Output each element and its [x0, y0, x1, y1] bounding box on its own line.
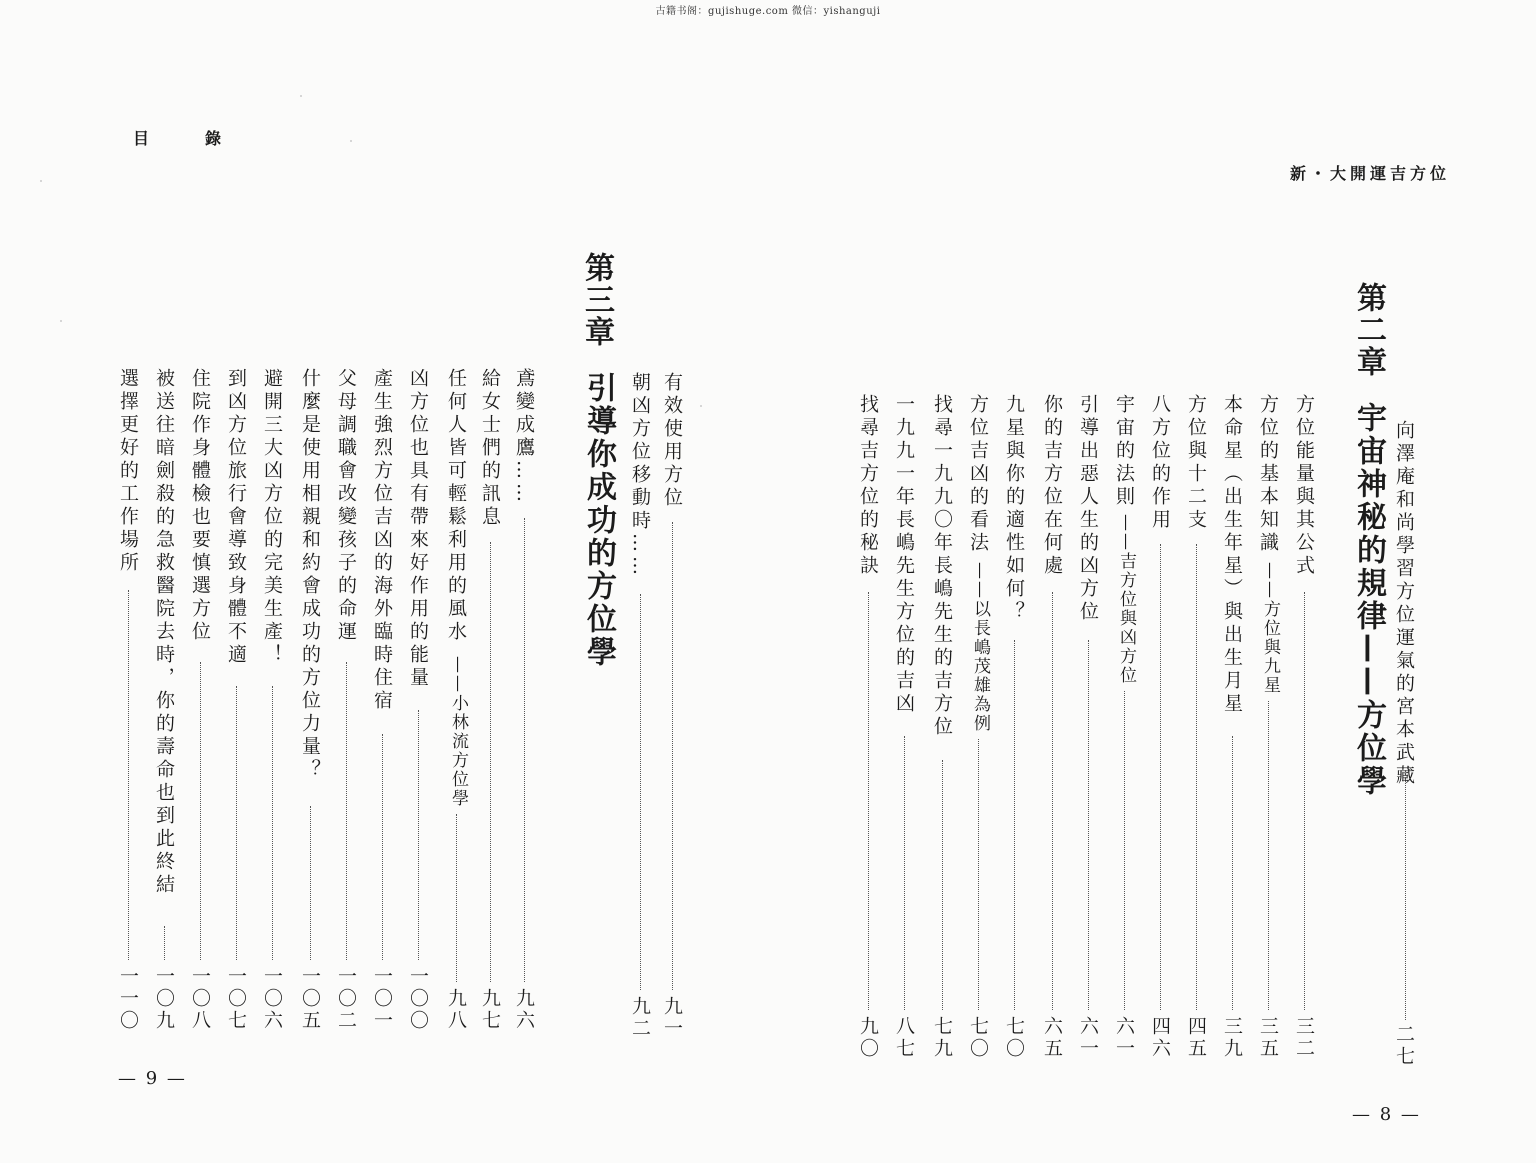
toc-entry-page: 一〇九 — [153, 966, 175, 1032]
toc-leader — [1304, 592, 1305, 1010]
toc-leader — [672, 522, 673, 990]
toc-entry-page: 四五 — [1185, 1016, 1207, 1060]
toc-leader — [164, 926, 165, 960]
chapter-3-title: 引導你成功的方位學 — [581, 372, 616, 669]
toc-entry-page: 一〇五 — [299, 966, 321, 1032]
toc-entry-title: 給女士們的訊息 — [479, 368, 501, 529]
toc-leader — [868, 592, 869, 1010]
toc-entry-title: 八方位的作用 — [1149, 394, 1171, 532]
toc-entry-title: 引導出惡人生的凶方位 — [1077, 394, 1099, 624]
toc-entry-page: 七九 — [931, 1016, 953, 1060]
toc-leader — [524, 518, 525, 982]
toc-entry-page: 八七 — [893, 1016, 915, 1060]
toc-entry-page: 一〇二 — [335, 966, 357, 1032]
toc-entry-page: 九一 — [661, 996, 683, 1040]
toc-entry-page: 一〇〇 — [407, 966, 429, 1032]
toc-leader — [1088, 640, 1089, 1010]
toc-leader — [1014, 640, 1015, 1010]
toc-entry-title: 方位的基本知識 — [1257, 394, 1279, 555]
toc-entry-title: 你的吉方位在何處 — [1041, 394, 1063, 578]
toc-entry-page: 九二 — [629, 996, 651, 1040]
paper-speck — [60, 320, 62, 322]
toc-entry-title: 住院作身體檢也要慎選方位 — [189, 368, 211, 644]
toc-leader — [236, 686, 237, 960]
toc-entry-page: 三五 — [1257, 1016, 1279, 1060]
toc-leader — [418, 710, 419, 960]
toc-entry-title: 九星與你的適性如何？ — [1003, 394, 1025, 624]
toc-leader — [272, 686, 273, 960]
paper-speck — [700, 405, 702, 407]
toc-entry-title: 本命星（出生年星）與出生月星 — [1221, 394, 1243, 716]
toc-entry-page: 一〇七 — [225, 966, 247, 1032]
paper-speck — [40, 180, 42, 182]
toc-entry-title: 朝凶方位移動時…… — [629, 372, 651, 579]
toc-leader — [346, 662, 347, 960]
paper-speck — [350, 140, 352, 142]
toc-leader — [942, 760, 943, 1010]
toc-leader — [490, 542, 491, 982]
toc-leader — [200, 662, 201, 960]
toc-entry-page: 一〇八 — [189, 966, 211, 1032]
chapter-2-title: 宇宙神秘的規律——方位學 — [1351, 402, 1386, 798]
toc-entry-title: 凶方位也具有帶來好作用的能量 — [407, 368, 429, 690]
toc-entry-title: 父母調職會改變孩子的命運 — [335, 368, 357, 644]
toc-entry-page: 四六 — [1149, 1016, 1171, 1060]
toc-entry-page: 七〇 — [967, 1016, 989, 1060]
toc-entry-page: 九六 — [513, 988, 535, 1032]
toc-entry-title: 找尋吉方位的秘訣 — [857, 394, 879, 578]
toc-leader — [1268, 701, 1269, 1010]
toc-entry-page: 六一 — [1113, 1016, 1135, 1060]
toc-entry-page: 一〇六 — [261, 966, 283, 1032]
toc-entry-title: 找尋一九九〇年長嶋先生的吉方位 — [931, 394, 953, 739]
toc-leader — [456, 814, 457, 982]
toc-entry-title: 產生強烈方位吉凶的海外臨時住宿 — [371, 368, 393, 713]
toc-leader — [1160, 544, 1161, 1010]
toc-entry-title: 避開三大凶方位的完美生產！ — [261, 368, 283, 667]
left-page-number: — 9 — — [118, 1068, 187, 1089]
source-watermark: 古籍书阁：gujishuge.com 微信：yishanguji — [655, 6, 881, 17]
toc-entry-page: 七〇 — [1003, 1016, 1025, 1060]
toc-entry-page: 一一〇 — [117, 966, 139, 1032]
left-running-head: 目 錄 — [133, 129, 242, 148]
toc-entry-intro-title: 向澤庵和尚學習方位運氣的宮本武藏 — [1393, 420, 1415, 788]
right-page-number: — 8 — — [1352, 1104, 1421, 1125]
toc-entry-intro-page: 二七 — [1393, 1024, 1415, 1068]
toc-entry-title: 方位與十二支 — [1185, 394, 1207, 532]
toc-entry-title: 被送往暗劍殺的急救醫院去時，你的壽命也到此終結 — [153, 368, 175, 897]
toc-leader — [1052, 592, 1053, 1010]
toc-leader — [382, 734, 383, 960]
toc-leader — [1405, 770, 1406, 1020]
toc-leader — [310, 806, 311, 960]
toc-entry-page: 一〇一 — [371, 966, 393, 1032]
toc-entry-page: 三二 — [1293, 1016, 1315, 1060]
toc-entry-subtitle: ——方位與九星 — [1260, 562, 1280, 695]
toc-entry-title: 有效使用方位 — [661, 372, 683, 510]
toc-entry-title: 任何人皆可輕鬆利用的風水 — [445, 368, 467, 644]
toc-entry-page: 九七 — [479, 988, 501, 1032]
toc-leader — [1196, 544, 1197, 1010]
toc-leader — [904, 736, 905, 1010]
paper-speck — [300, 95, 302, 97]
chapter-2-number: 第二章 — [1351, 282, 1386, 378]
toc-leader — [640, 594, 641, 990]
toc-entry-title: 方位能量與其公式 — [1293, 394, 1315, 578]
toc-leader — [1232, 736, 1233, 1010]
toc-entry-page: 九八 — [445, 988, 467, 1032]
toc-entry-page: 六五 — [1041, 1016, 1063, 1060]
toc-entry-title: 方位吉凶的看法 — [967, 394, 989, 555]
toc-leader — [1124, 691, 1125, 1010]
toc-entry-page: 六一 — [1077, 1016, 1099, 1060]
toc-entry-subtitle: ——以長嶋茂雄為例 — [970, 562, 990, 733]
toc-entry-title: 一九九一年長嶋先生方位的吉凶 — [893, 394, 915, 716]
toc-entry-title: 鳶變成鷹…… — [513, 368, 535, 506]
toc-leader — [128, 590, 129, 960]
toc-entry-page: 三九 — [1221, 1016, 1243, 1060]
right-running-head: 新・大開運吉方位 — [1290, 164, 1451, 183]
toc-entry-title: 到凶方位旅行會導致身體不適 — [225, 368, 247, 667]
chapter-3-number: 第三章 — [579, 252, 614, 348]
toc-leader — [978, 739, 979, 1010]
toc-entry-subtitle: ——小林流方位學 — [448, 656, 468, 808]
toc-entry-page: 九〇 — [857, 1016, 879, 1060]
toc-entry-title: 宇宙的法則 — [1113, 394, 1135, 509]
toc-entry-title: 什麼是使用相親和約會成功的方位力量？ — [299, 368, 321, 782]
toc-entry-title: 選擇更好的工作場所 — [117, 368, 139, 575]
toc-entry-subtitle: ——吉方位與凶方位 — [1116, 514, 1136, 685]
